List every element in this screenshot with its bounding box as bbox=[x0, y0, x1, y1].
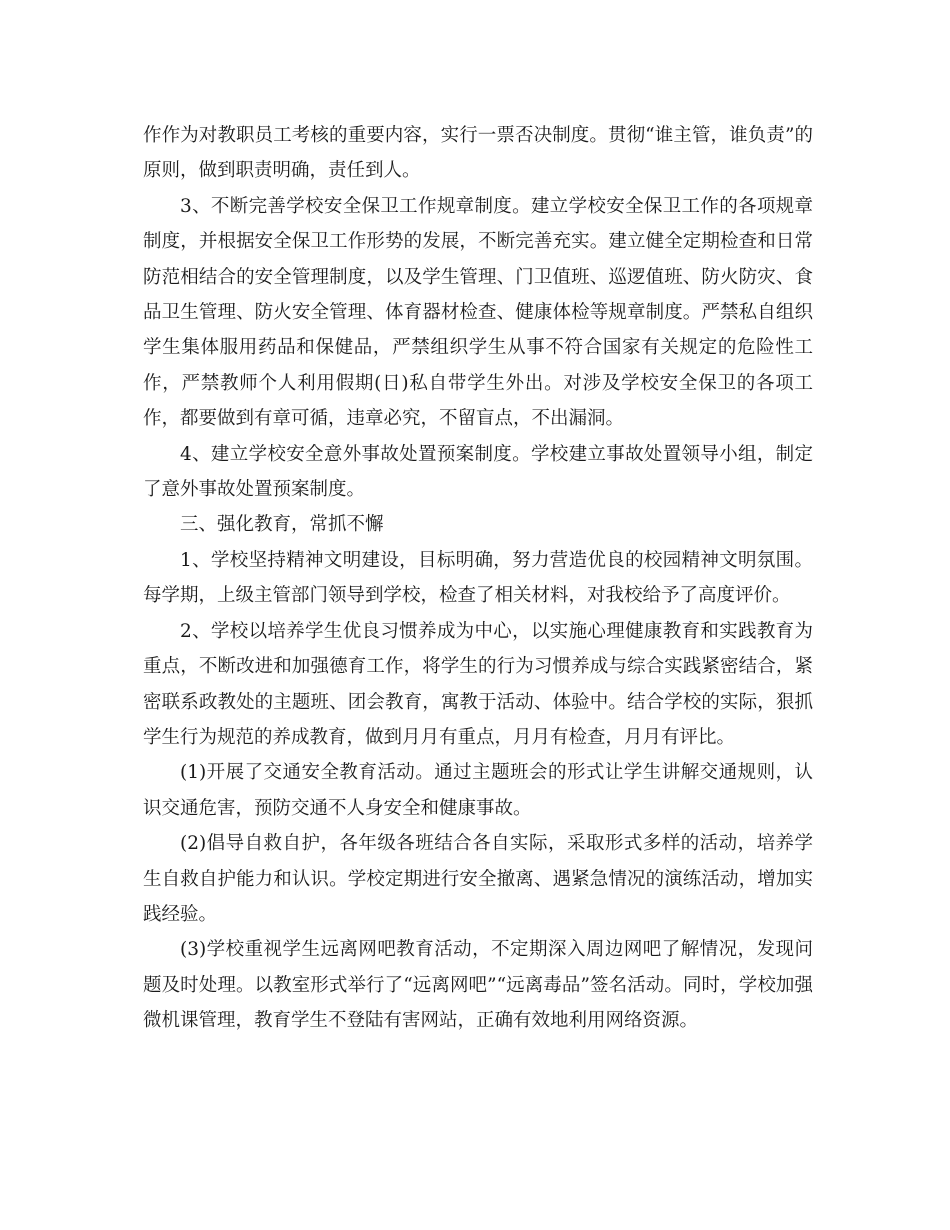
paragraph-8: (2)倡导自救自护，各年级各班结合各自实际，采取形式多样的活动，培养学生自救自护能力和认识。学校定期进行安全撤离、遇紧急情况的演练活动，增加实践经验。 bbox=[143, 833, 813, 925]
paragraph-1: 作作为对教职员工考核的重要内容，实行一票否决制度。贯彻“谁主管，谁负责”的原则，做到职责明确，责任到人。 bbox=[143, 125, 813, 182]
paragraph-3: 4、建立学校安全意外事故处置预案制度。学校建立事故处置领导小组，制定了意外事故处置预案制度。 bbox=[143, 443, 813, 501]
paragraph-7: (1)开展了交通安全教育活动。通过主题班会的形式让学生讲解交通规则，认识交通危害，预防交通不人身安全和健康事故。 bbox=[143, 762, 813, 819]
paragraph-9: (3)学校重视学生远离网吧教育活动，不定期深入周边网吧了解情况，发现问题及时处理。以教室形式举行了“远离网吧”“远离毒品”签名活动。同时，学校加强微机课管理，教育学生不登陆有害网站，正确有效地利用网络资源。 bbox=[143, 939, 813, 1032]
paragraph-5: 1、学校坚持精神文明建设，目标明确，努力营造优良的校园精神文明氛围。每学期，上级主管部门领导到学校，检查了相关材料，对我校给予了高度评价。 bbox=[143, 549, 813, 607]
paragraph-6: 2、学校以培养学生优良习惯养成为中心，以实施心理健康教育和实践教育为重点，不断改进和加强德育工作，将学生的行为习惯养成与综合实践紧密结合，紧密联系政教处的主题班、团会教育，寓教于活动、体验中。结合学校的实际，狠抓学生行为规范的养成教育，做到月月有重点，月月有检查，月月有评比。 bbox=[143, 620, 813, 748]
section-heading: 三、强化教育，常抓不懈 bbox=[180, 514, 384, 536]
paragraph-2: 3、不断完善学校安全保卫工作规章制度。建立学校安全保卫工作的各项规章制度，并根据安全保卫工作形势的发展，不断完善充实。建立健全定期检查和日常防范相结合的安全管理制度，以及学生管理、门卫值班、巡逻值班、防火防灾、食品卫生管理、防火安全管理、体育器材检查、健康体检等规章制度。严禁私自组织学生集体服用药品和保健品，严禁组织学生从事不符合国家有关规定的危险性工作，严禁教师个人利用假期(日)私自带学生外出。对涉及学校安全保卫的各项工作，都要做到有章可循，违章必究，不留盲点，不出漏洞。 bbox=[143, 195, 813, 430]
document-body bbox=[143, 118, 813, 1039]
